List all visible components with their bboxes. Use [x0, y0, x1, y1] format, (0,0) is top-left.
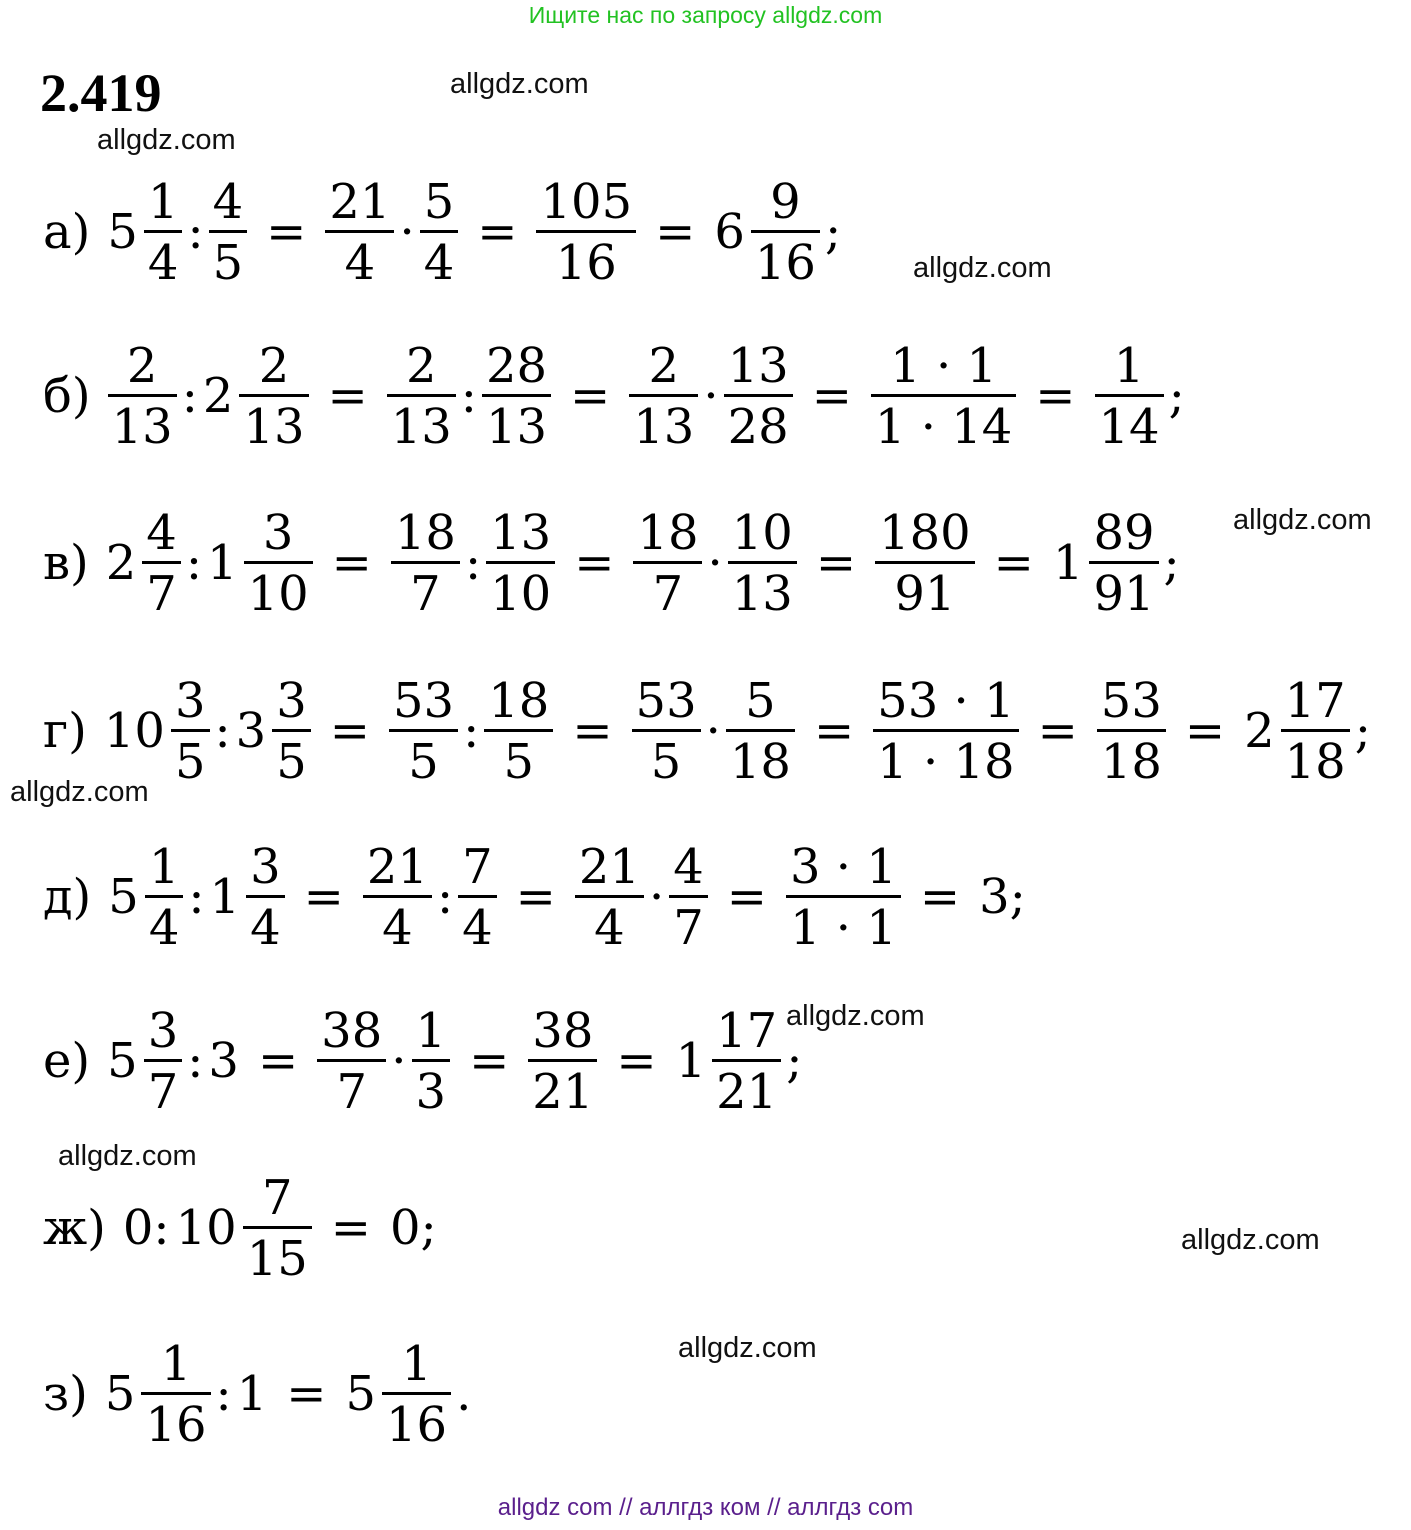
number: 1	[209, 869, 241, 925]
fraction-numerator: 2	[126, 337, 158, 394]
fraction-denominator: 4	[325, 230, 394, 287]
operator: :	[187, 204, 204, 260]
fraction-denominator: 13	[239, 394, 308, 451]
fraction-numerator: 9	[770, 173, 801, 230]
fraction-denominator: 4	[246, 895, 285, 952]
fraction-numerator: 3	[174, 672, 206, 729]
number: 5	[104, 1366, 136, 1422]
fraction-denominator: 16	[382, 1392, 451, 1449]
operator: ·	[705, 703, 721, 759]
fraction-denominator: 4	[420, 230, 459, 287]
fraction	[243, 1169, 312, 1287]
equals-sign: =	[329, 703, 370, 759]
fraction	[486, 504, 555, 622]
fraction-denominator: 4	[458, 895, 497, 952]
equals-sign: =	[815, 535, 857, 591]
fraction-numerator: 89	[1093, 504, 1155, 561]
operator: :	[181, 368, 198, 424]
fraction-numerator: 7	[261, 1169, 293, 1226]
fraction	[246, 838, 285, 956]
number: 1	[207, 535, 238, 591]
fraction	[871, 337, 1016, 455]
fraction-denominator: 5	[484, 729, 553, 786]
fraction-denominator: 18	[726, 729, 795, 786]
fraction-denominator: 13	[728, 561, 797, 618]
fraction	[389, 672, 458, 790]
fraction-denominator: 13	[629, 394, 698, 451]
fraction-denominator: 16	[141, 1392, 210, 1449]
fraction-denominator: 16	[536, 230, 636, 287]
fraction-numerator: 2	[405, 337, 437, 394]
fraction-denominator: 4	[363, 895, 432, 952]
operator: ·	[648, 869, 665, 925]
fraction	[458, 838, 497, 956]
fraction-denominator: 15	[243, 1226, 312, 1283]
fraction	[141, 1335, 210, 1453]
fraction	[1097, 672, 1166, 790]
fraction	[412, 1002, 451, 1120]
fraction-denominator: 4	[144, 230, 183, 287]
number: 0;	[389, 1200, 437, 1256]
watermark: allgdz.com	[1181, 1224, 1320, 1256]
equals-sign: =	[655, 204, 696, 260]
fraction-denominator: 28	[724, 394, 793, 451]
fraction	[633, 504, 702, 622]
equals-sign: =	[469, 1033, 510, 1089]
number: 5	[107, 1033, 138, 1089]
operator: ·	[391, 1033, 407, 1089]
fraction-denominator: 10	[244, 561, 313, 618]
fraction-denominator: 7	[391, 561, 460, 618]
fraction-numerator: 5	[423, 173, 455, 230]
fraction	[363, 838, 432, 956]
number: 2	[105, 535, 137, 591]
fraction	[244, 504, 313, 622]
item-label: з)	[43, 1366, 88, 1422]
fraction-denominator: 1 · 18	[873, 729, 1018, 786]
equals-sign: =	[1037, 703, 1078, 759]
fraction-denominator: 7	[669, 895, 708, 952]
fraction-numerator: 18	[637, 504, 699, 561]
equals-sign: =	[572, 703, 613, 759]
solution-row-d	[40, 817, 1029, 977]
equals-sign: =	[919, 869, 961, 925]
number: 5	[345, 1366, 377, 1422]
fraction	[1281, 672, 1350, 790]
number: 2	[1244, 703, 1275, 759]
fraction-numerator: 10	[731, 504, 793, 561]
operator: ;	[1163, 535, 1180, 591]
fraction-denominator: 21	[528, 1059, 597, 1116]
fraction	[528, 1002, 597, 1120]
fraction-numerator: 28	[485, 337, 548, 394]
fraction	[873, 672, 1018, 790]
fraction-numerator: 38	[532, 1002, 594, 1059]
fraction	[144, 173, 183, 291]
fraction	[536, 173, 636, 291]
fraction	[239, 337, 308, 455]
equals-sign: =	[993, 535, 1034, 591]
operator: .	[456, 1366, 472, 1422]
number: 10	[103, 703, 165, 759]
fraction	[420, 173, 459, 291]
fraction-numerator: 180	[879, 504, 971, 561]
fraction-numerator: 7	[462, 838, 493, 895]
fraction-denominator: 5	[209, 230, 248, 287]
fraction	[209, 173, 248, 291]
fraction-denominator: 1 · 1	[786, 895, 901, 952]
fraction-denominator: 18	[1281, 729, 1350, 786]
item-label: б)	[43, 368, 91, 424]
fraction-denominator: 4	[575, 895, 644, 952]
bottom-banner: allgdz com // аллгдз ком // аллгдз com	[497, 1494, 914, 1521]
watermark: allgdz.com	[786, 1000, 925, 1032]
fraction-denominator: 4	[145, 895, 184, 952]
number: 3;	[979, 869, 1026, 925]
solution-row-g	[40, 651, 1373, 811]
operator: :	[215, 1366, 232, 1422]
item-label: а)	[43, 204, 91, 260]
operator: :	[185, 535, 203, 591]
fraction-numerator: 4	[673, 838, 704, 895]
fraction-denominator: 91	[1089, 561, 1158, 618]
fraction-denominator: 3	[412, 1059, 451, 1116]
fraction	[786, 838, 901, 956]
fraction-denominator: 13	[108, 394, 177, 451]
equals-sign: =	[477, 204, 518, 260]
equals-sign: =	[574, 535, 615, 591]
fraction-numerator: 53	[1100, 672, 1162, 729]
fraction-numerator: 1 · 1	[890, 337, 998, 394]
fraction-numerator: 3	[262, 504, 294, 561]
fraction	[484, 672, 553, 790]
operator: :	[464, 535, 482, 591]
fraction-numerator: 1	[147, 173, 179, 230]
fraction-denominator: 5	[272, 729, 311, 786]
fraction-numerator: 1	[415, 1002, 447, 1059]
fraction-numerator: 2	[648, 337, 680, 394]
fraction	[171, 672, 210, 790]
fraction-numerator: 21	[578, 838, 640, 895]
solution-row-b	[40, 316, 1187, 476]
fraction-denominator: 1 · 14	[871, 394, 1016, 451]
item-label: ж)	[43, 1200, 106, 1256]
number: 1	[675, 1033, 707, 1089]
fraction-numerator: 53 · 1	[877, 672, 1015, 729]
fraction	[629, 337, 698, 455]
fraction	[1089, 504, 1158, 622]
operator: :	[188, 869, 205, 925]
equals-sign: =	[813, 703, 855, 759]
fraction-denominator: 5	[632, 729, 701, 786]
fraction-numerator: 17	[716, 1002, 778, 1059]
item-label: в)	[43, 535, 89, 591]
equals-sign: =	[303, 869, 344, 925]
equals-sign: =	[331, 535, 372, 591]
fraction-numerator: 3	[250, 838, 281, 895]
equals-sign: =	[1035, 368, 1076, 424]
equals-sign: =	[570, 368, 611, 424]
fraction-numerator: 18	[394, 504, 456, 561]
fraction-denominator: 13	[482, 394, 551, 451]
fraction	[272, 672, 311, 790]
watermark: allgdz.com	[678, 1332, 817, 1364]
fraction-denominator: 91	[875, 561, 975, 618]
fraction-numerator: 53	[635, 672, 697, 729]
equals-sign: =	[286, 1366, 327, 1422]
solution-row-e	[40, 981, 804, 1141]
fraction-numerator: 1	[401, 1335, 432, 1392]
equals-sign: =	[726, 869, 767, 925]
fraction	[317, 1002, 386, 1120]
fraction	[482, 337, 551, 455]
watermark: allgdz.com	[913, 252, 1052, 284]
operator: ·	[707, 535, 723, 591]
fraction	[382, 1335, 451, 1453]
fraction-denominator: 5	[389, 729, 458, 786]
fraction-numerator: 2	[258, 337, 290, 394]
equals-sign: =	[266, 204, 307, 260]
operator: ;	[1354, 703, 1371, 759]
fraction	[728, 504, 797, 622]
fraction	[751, 173, 820, 291]
fraction	[726, 672, 795, 790]
fraction	[144, 1002, 183, 1120]
fraction-numerator: 4	[212, 173, 244, 230]
number: 10	[175, 1200, 237, 1256]
equals-sign: =	[1184, 703, 1226, 759]
number: 2	[202, 368, 234, 424]
operator: :	[436, 869, 454, 925]
fraction	[108, 337, 177, 455]
fraction-numerator: 17	[1284, 672, 1346, 729]
fraction-numerator: 1	[160, 1335, 192, 1392]
fraction-numerator: 4	[146, 504, 177, 561]
number: 5	[108, 869, 139, 925]
fraction-numerator: 3 · 1	[789, 838, 897, 895]
operator: :	[187, 1033, 204, 1089]
operator: :	[463, 703, 480, 759]
fraction-denominator: 14	[1095, 394, 1164, 451]
fraction	[387, 337, 456, 455]
number: 6	[714, 204, 745, 260]
solution-row-zh	[40, 1148, 440, 1308]
solution-row-a	[40, 152, 843, 312]
fraction	[712, 1002, 781, 1120]
fraction	[669, 838, 708, 956]
number: 1	[236, 1366, 268, 1422]
equals-sign: =	[330, 1200, 371, 1256]
fraction	[724, 337, 793, 455]
number: 5	[107, 204, 138, 260]
fraction-denominator: 21	[712, 1059, 781, 1116]
fraction-denominator: 16	[751, 230, 820, 287]
watermark: allgdz.com	[450, 68, 589, 100]
fraction-denominator: 18	[1097, 729, 1166, 786]
number: 0:	[122, 1200, 170, 1256]
fraction	[1095, 337, 1164, 455]
fraction	[391, 504, 460, 622]
number: 3	[208, 1033, 239, 1089]
fraction-denominator: 10	[486, 561, 555, 618]
fraction-numerator: 3	[276, 672, 307, 729]
operator: ;	[786, 1033, 803, 1089]
fraction-numerator: 53	[392, 672, 455, 729]
fraction-numerator: 38	[321, 1002, 383, 1059]
fraction-numerator: 105	[540, 173, 633, 230]
fraction	[142, 504, 181, 622]
item-label: д)	[43, 869, 92, 925]
problem-number: 2.419	[40, 63, 162, 123]
equals-sign: =	[257, 1033, 299, 1089]
equals-sign: =	[327, 368, 368, 424]
solution-row-z	[40, 1314, 473, 1474]
fraction-numerator: 1	[1113, 337, 1145, 394]
fraction	[632, 672, 701, 790]
equals-sign: =	[515, 869, 556, 925]
fraction-numerator: 13	[490, 504, 552, 561]
watermark: allgdz.com	[10, 776, 149, 808]
fraction-denominator: 5	[171, 729, 210, 786]
fraction	[875, 504, 975, 622]
equals-sign: =	[811, 368, 852, 424]
item-label: г)	[43, 703, 87, 759]
watermark: allgdz.com	[58, 1140, 197, 1172]
operator: ;	[1168, 368, 1185, 424]
item-label: е)	[43, 1033, 91, 1089]
fraction-numerator: 18	[488, 672, 550, 729]
fraction	[575, 838, 644, 956]
fraction-denominator: 7	[317, 1059, 386, 1116]
top-banner: Ищите нас по запросу allgdz.com	[528, 2, 883, 28]
fraction-denominator: 7	[142, 561, 181, 618]
operator: :	[460, 368, 477, 424]
fraction	[325, 173, 394, 291]
fraction-denominator: 7	[633, 561, 702, 618]
watermark: allgdz.com	[1233, 504, 1372, 536]
fraction-denominator: 7	[144, 1059, 183, 1116]
equals-sign: =	[616, 1033, 657, 1089]
fraction-numerator: 1	[148, 838, 180, 895]
operator: :	[214, 703, 231, 759]
fraction	[145, 838, 184, 956]
number: 1	[1052, 535, 1084, 591]
fraction-denominator: 13	[387, 394, 456, 451]
fraction-numerator: 5	[745, 672, 776, 729]
operator: ;	[824, 204, 842, 260]
fraction-numerator: 21	[366, 838, 428, 895]
solution-row-v	[40, 483, 1182, 643]
watermark: allgdz.com	[97, 124, 236, 156]
number: 3	[235, 703, 267, 759]
operator: ·	[399, 204, 415, 260]
fraction-numerator: 13	[727, 337, 789, 394]
fraction-numerator: 21	[329, 173, 391, 230]
operator: ·	[703, 368, 719, 424]
fraction-numerator: 3	[147, 1002, 179, 1059]
